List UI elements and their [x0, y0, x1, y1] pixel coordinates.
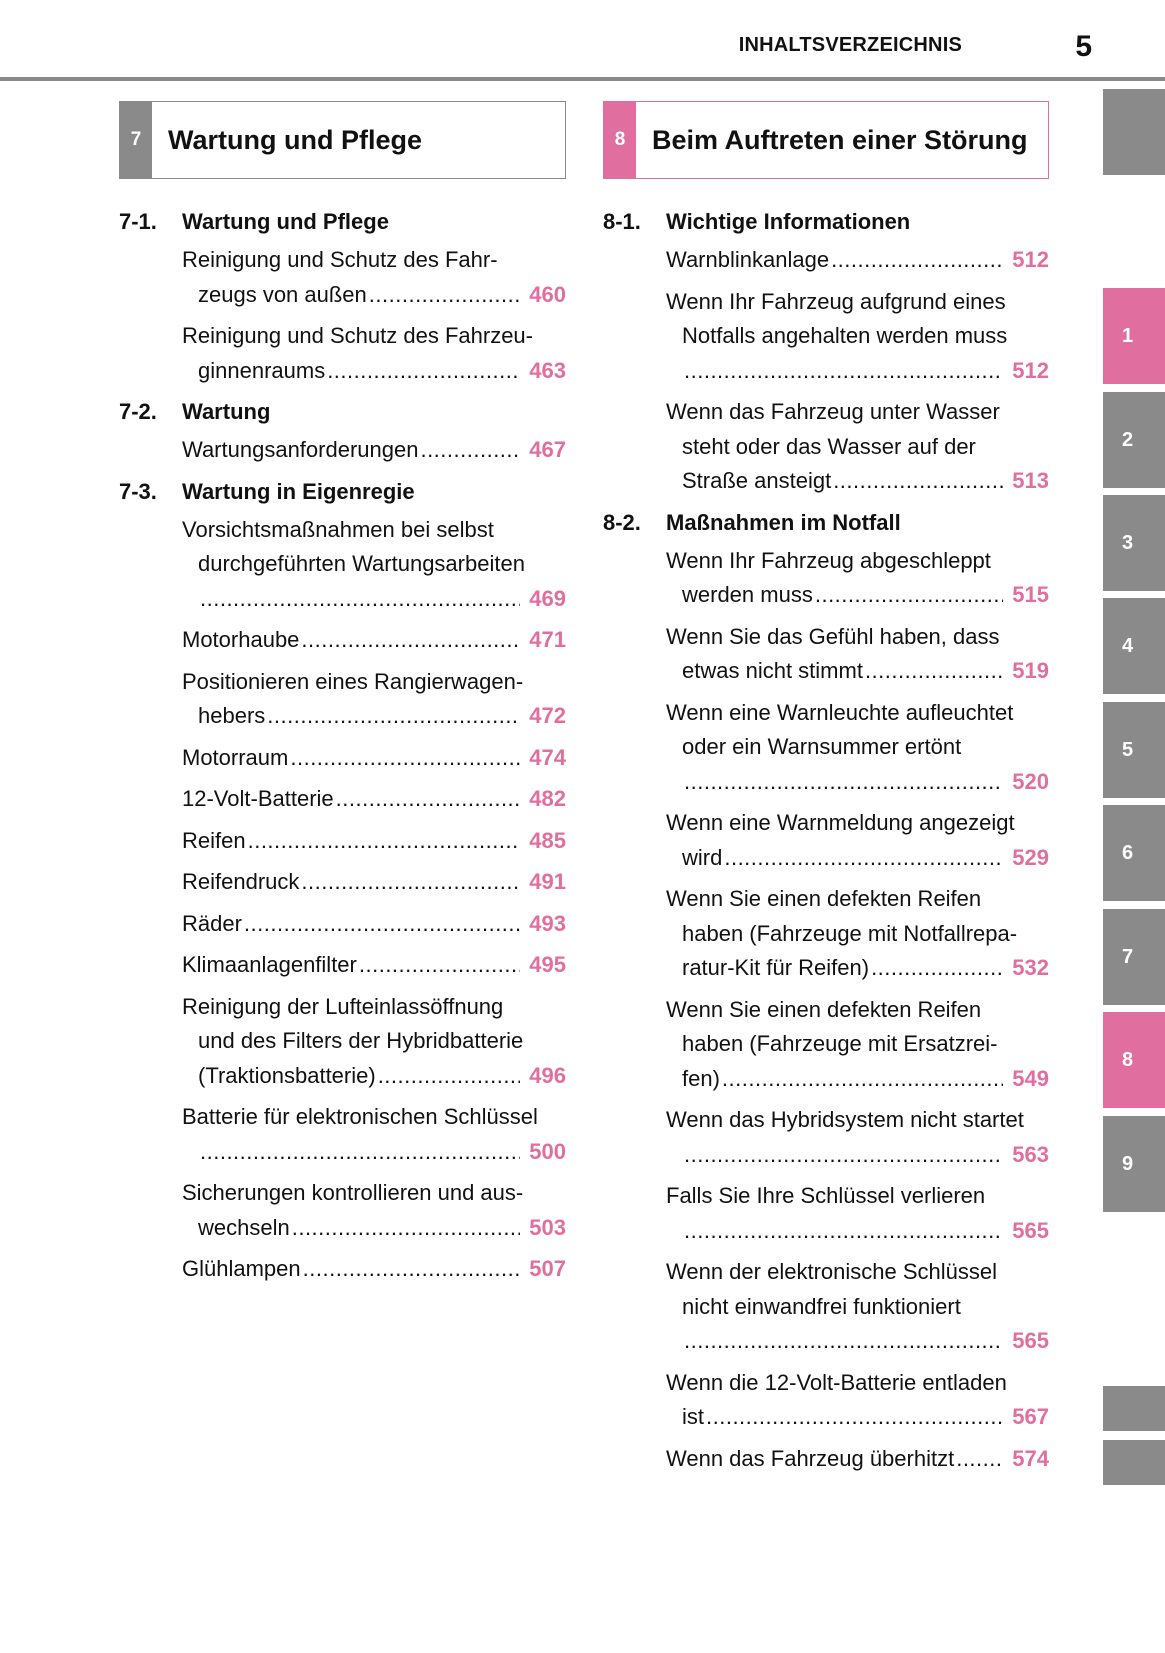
page-reference[interactable]: 515	[1012, 582, 1049, 607]
section-heading[interactable]	[119, 395, 566, 429]
toc-entry[interactable]	[182, 865, 566, 900]
entry-line	[182, 990, 566, 1025]
page-reference[interactable]: 529	[1012, 844, 1049, 870]
entry-text: Wenn Sie das Gefühl haben, dass	[666, 623, 1000, 649]
dot-leader	[954, 1442, 1003, 1477]
dot-leader	[265, 699, 520, 734]
chapter-heading	[119, 101, 566, 179]
dot-leader	[682, 354, 1003, 389]
entry-text: (Traktionsbatterie)	[198, 1062, 376, 1088]
toc-column-chapter-8	[603, 101, 1049, 1483]
page-reference[interactable]: 507	[529, 1256, 566, 1281]
page-reference[interactable]: 532	[1012, 955, 1049, 980]
section-heading[interactable]	[603, 205, 1049, 239]
dot-leader	[246, 824, 520, 859]
section-number: 7-2.	[119, 399, 157, 424]
entry-text: Reifen	[182, 827, 246, 853]
toc-entry[interactable]	[182, 990, 566, 1094]
page-reference[interactable]: 472	[529, 703, 566, 728]
page-reference[interactable]: 574	[1012, 1445, 1049, 1471]
entry-text: Straße ansteigt	[682, 468, 832, 493]
entry-line	[666, 696, 1049, 731]
entry-text: haben (Fahrzeuge mit Notfallrepa-	[682, 920, 1018, 946]
dot-leader	[682, 765, 1003, 800]
chapter-tab-7[interactable]: 7	[1103, 909, 1165, 1005]
entry-line	[666, 285, 1049, 320]
page-reference[interactable]: 520	[1012, 768, 1049, 794]
section-number: 8-1.	[603, 209, 641, 234]
entry-line	[666, 1366, 1049, 1401]
entry-line	[666, 917, 1049, 952]
page-reference[interactable]: 567	[1012, 1404, 1049, 1429]
page-reference[interactable]: 493	[529, 910, 566, 936]
chapter-title: Wartung und Pflege	[168, 124, 422, 155]
chapter-heading	[603, 101, 1049, 179]
entry-text: ratur-Kit für Reifen)	[682, 955, 870, 980]
chapter-number: 7	[120, 102, 152, 178]
chapter-tab-1[interactable]: 1	[1103, 288, 1165, 384]
section-title: Wartung in Eigenregie	[182, 478, 415, 504]
entry-text: durchgeführten Wartungsarbeiten	[198, 551, 525, 576]
entry-line	[182, 513, 566, 548]
entry-line	[666, 243, 1049, 278]
entry-line	[666, 1400, 1049, 1435]
entry-line	[666, 354, 1049, 389]
dot-leader	[242, 907, 520, 942]
entry-text: ist	[682, 1404, 704, 1429]
page-reference[interactable]: 485	[529, 827, 566, 853]
dot-leader	[198, 582, 520, 617]
entry-text: werden muss	[682, 582, 813, 607]
section-number: 8-2.	[603, 509, 641, 535]
toc-entry[interactable]	[182, 907, 566, 942]
section-title: Wichtige Informationen	[666, 209, 911, 234]
header-title: INHALTSVERZEICHNIS	[738, 34, 962, 56]
entry-line	[182, 278, 566, 313]
entry-text: Motorraum	[182, 744, 289, 770]
entry-line	[182, 948, 566, 983]
dot-leader	[290, 1211, 520, 1246]
entry-line	[666, 1324, 1049, 1359]
toc-entry[interactable]	[666, 544, 1049, 613]
toc-entry[interactable]	[182, 948, 566, 983]
entry-line	[182, 582, 566, 617]
header-rule	[0, 77, 1165, 81]
page-reference[interactable]: 500	[529, 1138, 566, 1164]
entry-line	[182, 741, 566, 776]
page-reference[interactable]: 549	[1012, 1065, 1049, 1091]
dot-leader	[299, 623, 520, 658]
entry-line	[182, 354, 566, 389]
entry-text: steht oder das Wasser auf der	[682, 433, 976, 459]
page-reference[interactable]: 460	[529, 281, 566, 307]
toc-entry[interactable]	[182, 433, 566, 468]
entry-line	[182, 623, 566, 658]
toc-entry[interactable]	[666, 1366, 1049, 1435]
section-title: Maßnahmen im Notfall	[666, 509, 901, 535]
entry-text: Wenn das Hybridsystem nicht startet	[666, 1107, 1024, 1132]
entry-text: Warnblinkanlage	[666, 247, 830, 272]
entry-text: 12-Volt-Batterie	[182, 786, 334, 811]
page-reference[interactable]: 512	[1012, 247, 1049, 272]
entry-line	[666, 1290, 1049, 1325]
blank-tab[interactable]	[1103, 1440, 1165, 1485]
entry-text: zeugs von außen	[198, 281, 367, 307]
entry-text: Wartungsanforderungen	[182, 437, 419, 462]
entry-line	[182, 1135, 566, 1170]
chapter-tab-3[interactable]: 3	[1103, 495, 1165, 591]
entry-text: Vorsichtsmaßnahmen bei selbst	[182, 516, 494, 542]
page-reference[interactable]: 495	[529, 952, 566, 977]
entry-text: Wenn Sie einen defekten Reifen	[666, 886, 982, 911]
toc-entry[interactable]	[666, 620, 1049, 689]
toc-entry[interactable]	[182, 824, 566, 859]
entry-line	[666, 1062, 1049, 1097]
dot-leader	[357, 948, 520, 983]
page-reference[interactable]: 491	[529, 869, 566, 894]
entry-line	[182, 433, 566, 468]
entry-line	[182, 319, 566, 354]
dot-leader	[418, 433, 520, 468]
entry-text: Reinigung der Lufteinlassöffnung	[182, 993, 504, 1019]
dot-leader	[813, 578, 1003, 613]
entry-text: Reifendruck	[182, 869, 300, 894]
toc-section	[603, 205, 1049, 499]
toc-entry[interactable]	[182, 1100, 566, 1169]
entry-text: wird	[682, 844, 723, 870]
toc-column-chapter-7	[119, 101, 566, 1294]
entry-text: hebers	[198, 703, 266, 728]
dot-leader	[863, 654, 1003, 689]
entry-line	[182, 782, 566, 817]
toc-entry[interactable]	[666, 882, 1049, 986]
toc-entry[interactable]	[666, 696, 1049, 800]
toc-entry[interactable]	[182, 1252, 566, 1287]
entry-text: Batterie für elektronischen Schlüssel	[182, 1104, 538, 1129]
dot-leader	[829, 243, 1003, 278]
entry-line	[182, 824, 566, 859]
entry-line	[666, 730, 1049, 765]
chapter-tab-8[interactable]: 8	[1103, 1012, 1165, 1108]
toc-entry[interactable]	[666, 243, 1049, 278]
entry-line	[666, 1255, 1049, 1290]
chapter-tab-5[interactable]: 5	[1103, 702, 1165, 798]
entry-line	[666, 578, 1049, 613]
entry-text: Räder	[182, 910, 242, 936]
entry-line	[666, 319, 1049, 354]
dot-leader	[682, 1214, 1003, 1249]
page-reference[interactable]: 463	[529, 357, 566, 383]
entry-line	[666, 806, 1049, 841]
entry-line	[666, 841, 1049, 876]
entry-line	[182, 1100, 566, 1135]
page-reference[interactable]: 519	[1012, 658, 1049, 683]
entry-text: Wenn Ihr Fahrzeug abgeschleppt	[666, 547, 991, 573]
entry-text: Motorhaube	[182, 627, 300, 652]
entry-line	[182, 1176, 566, 1211]
toc-entry[interactable]	[182, 741, 566, 776]
entry-line	[182, 907, 566, 942]
entry-text: nicht einwandfrei funktioniert	[682, 1293, 961, 1319]
entry-line	[182, 865, 566, 900]
entry-line	[182, 665, 566, 700]
entry-line	[666, 430, 1049, 465]
section-title: Wartung	[182, 399, 271, 424]
entry-text: Wenn der elektronische Schlüssel	[666, 1259, 997, 1284]
dot-leader	[682, 1324, 1003, 1359]
entry-text: Wenn eine Warnmeldung angezeigt	[666, 810, 1015, 835]
toc-section	[119, 475, 566, 1287]
chapter-title: Beim Auftreten einer Störung	[652, 124, 1028, 155]
entry-text: Wenn eine Warnleuchte aufleuchtet	[666, 699, 1014, 725]
entry-text: Wenn Sie einen defekten Reifen	[666, 996, 982, 1022]
chapter-tab-2[interactable]: 2	[1103, 392, 1165, 488]
page-reference[interactable]: 471	[529, 627, 566, 652]
toc-entry[interactable]	[182, 513, 566, 617]
entry-text: Reinigung und Schutz des Fahr-	[182, 247, 498, 272]
dot-leader	[720, 1062, 1003, 1097]
entry-text: haben (Fahrzeuge mit Ersatzrei-	[682, 1031, 998, 1056]
blank-tab[interactable]	[1103, 1386, 1165, 1431]
dot-leader	[704, 1400, 1003, 1435]
entry-text: Wenn die 12-Volt-Batterie entladen	[666, 1369, 1007, 1395]
entry-text: Klimaanlagenfilter	[182, 952, 357, 977]
toc-entry[interactable]	[182, 243, 566, 312]
dot-leader	[325, 354, 520, 389]
page-number: 5	[1075, 30, 1092, 63]
dot-leader	[869, 951, 1003, 986]
blank-tab[interactable]	[1103, 89, 1165, 175]
entry-line	[182, 547, 566, 582]
entry-text: wechseln	[198, 1214, 290, 1240]
entry-line	[666, 544, 1049, 579]
section-heading[interactable]	[119, 475, 566, 509]
entry-text: Falls Sie Ihre Schlüssel verlieren	[666, 1183, 986, 1208]
entry-text: Notfalls angehalten werden muss	[682, 323, 1008, 348]
chapter-tab-9[interactable]: 9	[1103, 1116, 1165, 1212]
toc-entry[interactable]	[666, 1179, 1049, 1248]
page-reference[interactable]: 482	[529, 786, 566, 811]
entry-line	[666, 395, 1049, 430]
toc-entry[interactable]	[666, 1442, 1049, 1477]
entry-text: etwas nicht stimmt	[682, 658, 863, 683]
entry-line	[182, 1211, 566, 1246]
toc-entry[interactable]	[182, 665, 566, 734]
entry-line	[666, 1103, 1049, 1138]
chapter-tab-4[interactable]: 4	[1103, 598, 1165, 694]
page-reference[interactable]: 565	[1012, 1328, 1049, 1353]
entry-line	[666, 951, 1049, 986]
entry-text: Wenn das Fahrzeug unter Wasser	[666, 399, 1000, 424]
section-heading[interactable]	[119, 205, 566, 239]
page-reference[interactable]: 503	[529, 1214, 566, 1240]
entry-text: fen)	[682, 1065, 720, 1091]
toc-entry[interactable]	[182, 782, 566, 817]
entry-text: Reinigung und Schutz des Fahrzeu-	[182, 323, 533, 348]
toc-entry[interactable]	[182, 623, 566, 658]
dot-leader	[831, 464, 1003, 499]
entry-line	[666, 1179, 1049, 1214]
chapter-number: 8	[604, 102, 636, 178]
dot-leader	[301, 1252, 520, 1287]
chapter-tab-6[interactable]: 6	[1103, 805, 1165, 901]
page-reference[interactable]: 563	[1012, 1141, 1049, 1167]
dot-leader	[682, 1138, 1003, 1173]
section-heading[interactable]	[603, 506, 1049, 540]
entry-text: Glühlampen	[182, 1256, 301, 1281]
toc-section	[119, 395, 566, 468]
entry-line	[666, 1027, 1049, 1062]
entry-line	[666, 1442, 1049, 1477]
entry-text: oder ein Warnsummer ertönt	[682, 734, 962, 759]
page-reference[interactable]: 512	[1012, 357, 1049, 383]
toc-entry[interactable]	[182, 1176, 566, 1245]
toc-entry[interactable]	[666, 806, 1049, 875]
dot-leader	[376, 1059, 520, 1094]
dot-leader	[198, 1135, 520, 1170]
entry-text: Wenn das Fahrzeug überhitzt	[666, 1445, 955, 1471]
page-reference[interactable]: 513	[1012, 468, 1049, 493]
entry-line	[666, 1138, 1049, 1173]
entry-text: Wenn Ihr Fahrzeug aufgrund eines	[666, 288, 1006, 314]
toc-entry[interactable]	[666, 993, 1049, 1097]
page-reference[interactable]: 565	[1012, 1217, 1049, 1243]
dot-leader	[299, 865, 520, 900]
entry-line	[182, 699, 566, 734]
entry-line	[666, 993, 1049, 1028]
entry-line	[182, 1024, 566, 1059]
entry-line	[666, 620, 1049, 655]
entry-line	[666, 765, 1049, 800]
toc-section	[603, 506, 1049, 1477]
entry-line	[666, 654, 1049, 689]
entry-line	[666, 882, 1049, 917]
entry-line	[182, 1059, 566, 1094]
dot-leader	[367, 278, 520, 313]
page-reference[interactable]: 467	[529, 437, 566, 462]
dot-leader	[288, 741, 520, 776]
toc-entry[interactable]	[666, 285, 1049, 389]
page-reference[interactable]: 469	[529, 585, 566, 611]
toc-section	[119, 205, 566, 388]
toc-entry[interactable]	[182, 319, 566, 388]
section-number: 7-1.	[119, 209, 157, 234]
entry-text: Sicherungen kontrollieren und aus-	[182, 1180, 524, 1205]
toc-entry[interactable]	[666, 1103, 1049, 1172]
entry-line	[666, 464, 1049, 499]
entry-line	[182, 1252, 566, 1287]
entry-line	[666, 1214, 1049, 1249]
entry-text: Positionieren eines Rangierwagen-	[182, 668, 524, 694]
entry-text: ginnenraums	[198, 357, 326, 383]
entry-text: und des Filters der Hybridbatterie	[198, 1028, 524, 1053]
entry-line	[182, 243, 566, 278]
section-number: 7-3.	[119, 478, 157, 504]
toc-entry[interactable]	[666, 395, 1049, 499]
page-reference[interactable]: 496	[529, 1062, 566, 1088]
page-reference[interactable]: 474	[529, 744, 566, 770]
section-title: Wartung und Pflege	[182, 209, 389, 234]
dot-leader	[722, 841, 1003, 876]
toc-entry[interactable]	[666, 1255, 1049, 1359]
dot-leader	[334, 782, 520, 817]
